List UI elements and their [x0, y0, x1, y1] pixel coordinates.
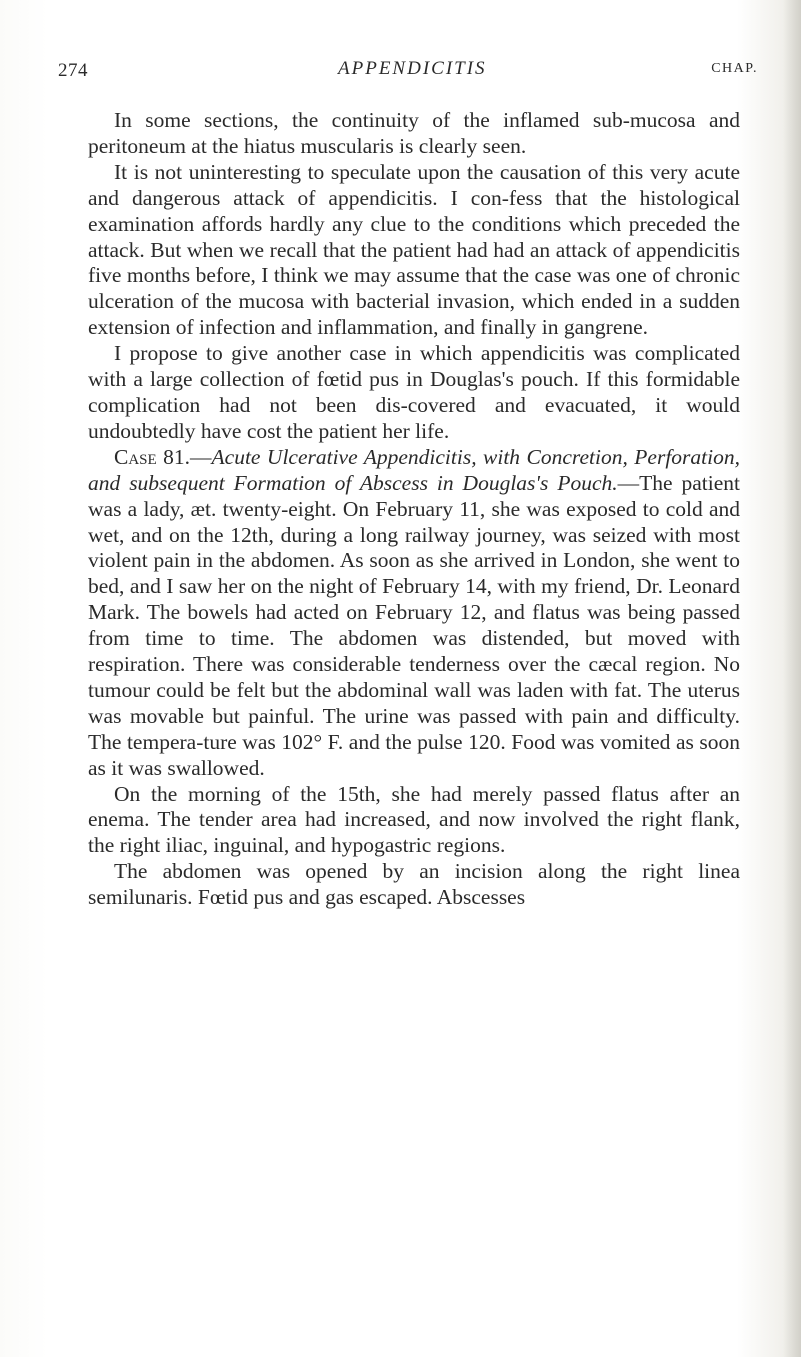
- paragraph-case-81: Case 81.—Acute Ulcerative Appendicitis, with Concretion, Perforation, and subsequent Formation of Abscess in Douglas's Pouch.—The patient was a lady, æt. twenty-eight. On February 11, she was exposed to cold and wet, and on the 12th, during a long railway journey, was seized with most violent pain in the abdomen. As soon as she arrived in London, she went to bed, and I saw her on the night of February 14, with my friend, Dr. Leonard Mark. The bowels had acted on February 12, and flatus was being passed from time to time. The abdomen was distended, but moved with respiration. There was considerable tenderness over the cæcal region. No tumour could be felt but the abdominal wall was laden with fat. The uterus was movable but painful. The urine was passed with pain and difficulty. The tempera-ture was 102° F. and the pulse 120. Food was vomited as soon as it was swallowed.: [88, 444, 740, 780]
- case-label: Case 81.: [114, 444, 191, 469]
- page-number: 274: [58, 60, 88, 81]
- paragraph-2: It is not uninteresting to speculate upon the causation of this very acute and dangerous attack of appendicitis. I con-fess that the histological examination affords hardly any clue to the conditions which preceded the attack. But when we recall that the patient had had an attack of appendicitis five months before, I think we may assume that the case was one of chronic ulceration of the mucosa with bacterial invasion, which ended in a sudden extension of infection and inflammation, and finally in gangrene.: [88, 159, 740, 340]
- page-edge-shadow: [783, 0, 801, 1357]
- running-head: [58, 58, 758, 88]
- case-title: Acute Ulcerative Appendicitis, with Concretion, Perforation, and subsequent Formation of Abscess in Douglas's Pouch.: [88, 444, 740, 495]
- case-text: The patient was a lady, æt. twenty-eight. On February 11, she was exposed to cold and wet, and on the 12th, during a long railway journey, was seized with most violent pain in the abdomen. As soon as she arrived in London, she went to bed, and I saw her on the night of February 14, with my friend, Dr. Leonard Mark. The bowels had acted on February 12, and flatus was being passed from time to time. The abdomen was distended, but moved with respiration. There was considerable tenderness over the cæcal region. No tumour could be felt but the abdominal wall was laden with fat. The uterus was movable but painful. The urine was passed with pain and difficulty. The tempera-ture was 102° F. and the pulse 120. Food was vomited as soon as it was swallowed.: [88, 470, 740, 780]
- paragraph-3: I propose to give another case in which appendicitis was complicated with a large collection of fœtid pus in Douglas's pouch. If this formidable complication had not been dis-covered and evacuated, it would undoubtedly have cost the patient her life.: [88, 341, 740, 443]
- paragraph-5: On the morning of the 15th, she had merely passed flatus after an enema. The tender area had increased, and now involved the right flank, the right iliac, inguinal, and hypogastric regions.: [88, 781, 740, 858]
- body-text: [88, 108, 740, 911]
- paragraph-1: In some sections, the continuity of the inflamed sub-mucosa and peritoneum at the hiatus muscularis is clearly seen.: [88, 108, 740, 158]
- paragraph-6: The abdomen was opened by an incision along the right linea semilunaris. Fœtid pus and gas escaped. Abscesses: [88, 859, 740, 910]
- running-title: APPENDICITIS: [338, 58, 487, 79]
- chapter-label: CHAP.: [711, 61, 758, 76]
